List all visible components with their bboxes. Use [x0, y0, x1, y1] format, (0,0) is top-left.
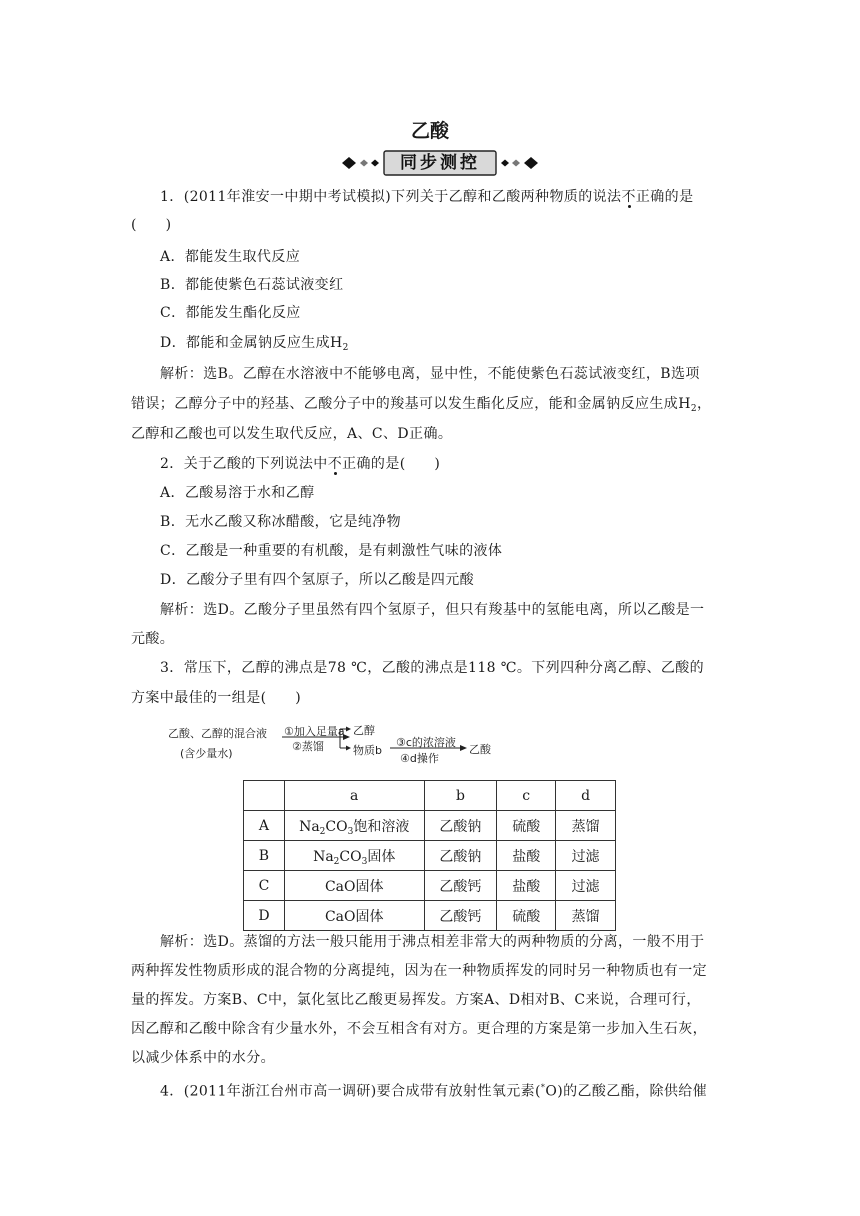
q2-explanation-line2: 元酸。	[131, 631, 175, 647]
q2-option-d: D．乙酸分子里有四个氢原子，所以乙酸是四元酸	[160, 572, 475, 588]
table-header-cell: c	[497, 781, 556, 811]
scheme-mixture: 乙酸、乙醇的混合液	[168, 727, 267, 740]
emphasis-mark: 不	[327, 456, 343, 472]
q2-stem: 2．关于乙酸的下列说法中不正确的是( )	[160, 456, 441, 472]
page-title: 乙酸	[410, 120, 449, 142]
scheme-step1: ①加入足量a	[284, 725, 345, 738]
table-header-cell: d	[556, 781, 616, 811]
table-row	[244, 811, 616, 841]
table-header-row	[244, 781, 616, 811]
table-cell: B	[244, 841, 285, 871]
q3-explanation-line1: 解析：选D。蒸馏的方法一般只能用于沸点相差非常大的两种物质的分离，一般不用于	[160, 934, 705, 950]
table-header-cell	[244, 781, 285, 811]
table-cell: 硫酸	[497, 901, 556, 931]
q3-explanation-line2: 两种挥发性物质形成的混合物的分离提纯，因为在一种物质挥发的同时另一种物质也有一定	[131, 963, 707, 979]
table-cell: 乙酸钙	[424, 871, 497, 901]
table-cell: 蒸馏	[556, 811, 616, 841]
table-cell: $Na_2CO_3$饱和溶液	[284, 811, 424, 841]
q3-explanation-line4: 因乙醇和乙酸中除含有少量水外，不会互相含有对方。更合理的方案是第一步加入生石灰，	[131, 1021, 707, 1037]
table-cell: $Na_2CO_3$固体	[284, 841, 424, 871]
table-cell: 盐酸	[497, 871, 556, 901]
q2-option-a: A．乙酸易溶于水和乙醇	[160, 485, 315, 501]
table-cell: 乙酸钠	[424, 811, 497, 841]
q1-answer-blank: ( )	[131, 217, 172, 233]
table-cell: CaO固体	[284, 901, 424, 931]
scheme-step4: ④d操作	[400, 752, 439, 765]
q4-stem: 4．(2011年浙江台州市高一调研)要合成带有放射性氧元素(*O)的乙酸乙酯，除供给催	[160, 1083, 708, 1100]
q1-explanation-line1: 解析：选B。乙醇在水溶液中不能够电离，显中性，不能使紫色石蕊试液变红，B选项	[160, 366, 700, 382]
scheme-mixture-note: (含少量水)	[180, 747, 233, 760]
q1-option-b: B．都能使紫色石蕊试液变红	[160, 277, 344, 293]
table-row	[244, 841, 616, 871]
q3-options-table	[243, 780, 616, 931]
q1-stem: 1．(2011年淮安一中期中考试模拟)下列关于乙醇和乙酸两种物质的说法不正确的是	[160, 189, 694, 205]
q2-explanation-line1: 解析：选D。乙酸分子里虽然有四个氢原子，但只有羧基中的氢能电离，所以乙酸是一	[160, 602, 705, 618]
scheme-output-acetic-acid: 乙酸	[469, 743, 491, 756]
section-banner	[340, 150, 540, 176]
table-header-cell: a	[284, 781, 424, 811]
q2-option-c: C．乙酸是一种重要的有机酸，是有刺激性气味的液体	[160, 543, 503, 559]
table-cell: A	[244, 811, 285, 841]
banner-label: 同步测控	[400, 153, 480, 173]
scheme-substance-b: 物质b	[353, 744, 382, 757]
q1-explanation-line3: 乙醇和乙酸也可以发生取代反应，A、C、D正确。	[131, 426, 453, 442]
table-cell: 乙酸钠	[424, 841, 497, 871]
table-cell: 蒸馏	[556, 901, 616, 931]
q3-stem-line2: 方案中最佳的一组是( )	[131, 690, 302, 706]
table-cell: 硫酸	[497, 811, 556, 841]
table-cell: 乙酸钙	[424, 901, 497, 931]
scheme-step2: ②蒸馏	[292, 740, 324, 753]
table-row	[244, 901, 616, 931]
q1-option-d: D．都能和金属钠反应生成$H_2$	[160, 335, 349, 353]
q3-stem-line1: 3．常压下，乙醇的沸点是78 ℃，乙酸的沸点是118 ℃。下列四种分离乙醇、乙酸的	[160, 660, 705, 676]
q1-option-a: A．都能发生取代反应	[160, 249, 301, 265]
table-cell: C	[244, 871, 285, 901]
table-cell: D	[244, 901, 285, 931]
table-header-cell: b	[424, 781, 497, 811]
scheme-step3: ③c的浓溶液	[396, 736, 456, 749]
scheme-output-ethanol: 乙醇	[353, 724, 375, 737]
q1-explanation-line2: 错误；乙醇分子中的羟基、乙酸分子中的羧基可以发生酯化反应，能和金属钠反应生成$H_2$，	[131, 396, 712, 414]
q2-option-b: B．无水乙酸又称冰醋酸，它是纯净物	[160, 514, 402, 530]
emphasis-mark: 不	[621, 189, 636, 205]
q3-explanation-line3: 量的挥发。方案B、C中，氯化氢比乙酸更易挥发。方案A、D相对B、C来说，合理可行，	[131, 992, 701, 1008]
table-cell: 盐酸	[497, 841, 556, 871]
table-cell: 过滤	[556, 871, 616, 901]
table-cell: CaO固体	[284, 871, 424, 901]
q1-option-c: C．都能发生酯化反应	[160, 305, 301, 321]
separation-flow-diagram	[160, 723, 500, 769]
table-row	[244, 871, 616, 901]
table-cell: 过滤	[556, 841, 616, 871]
q3-explanation-line5: 以减少体系中的水分。	[131, 1050, 275, 1066]
